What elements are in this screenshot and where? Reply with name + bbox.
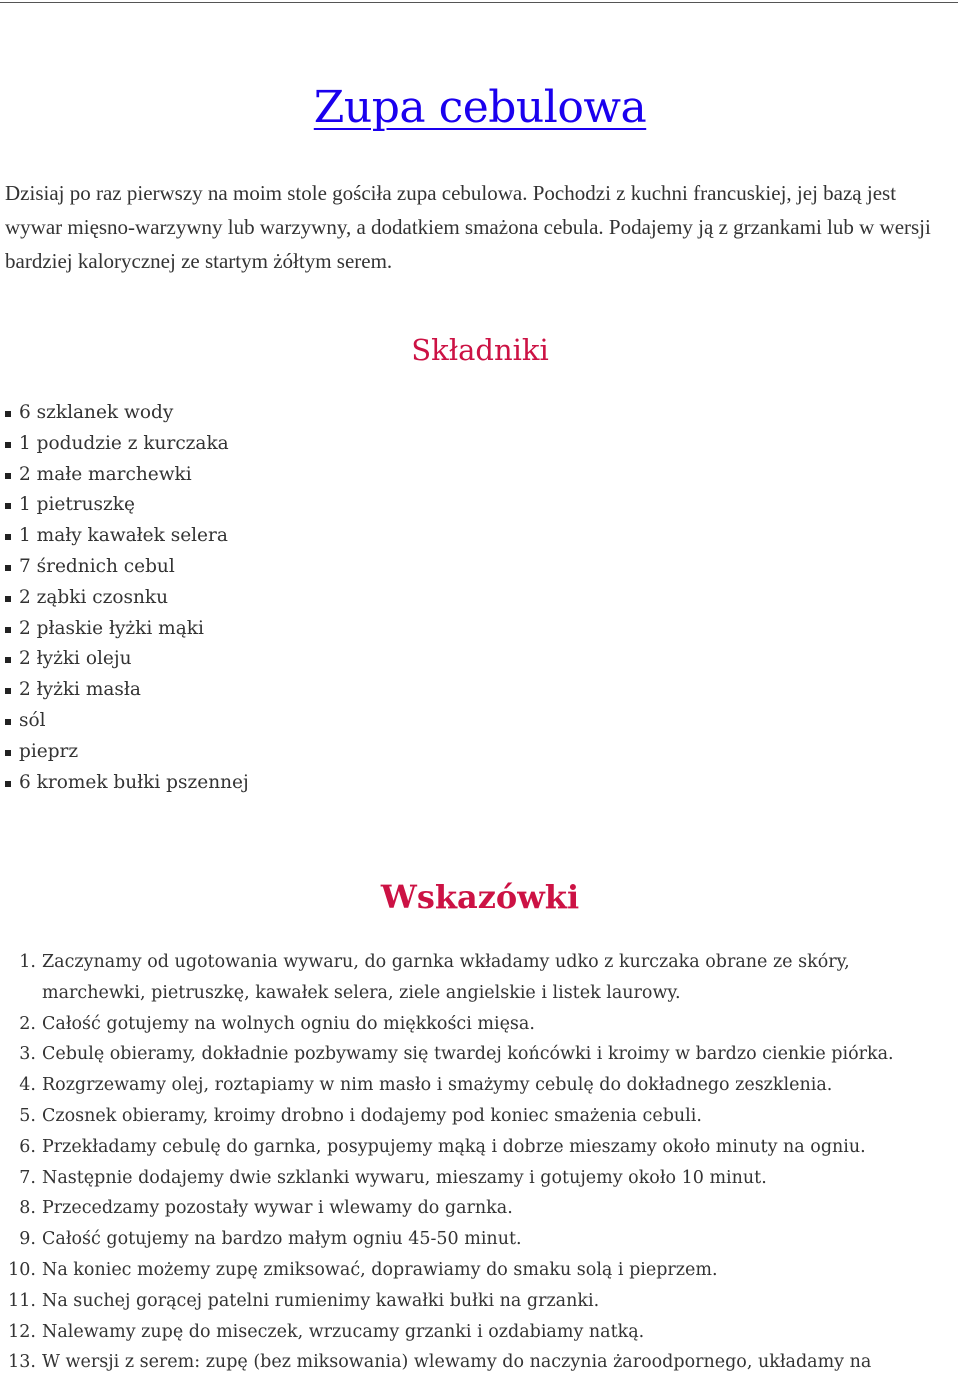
step-text: Rozgrzewamy olej, roztapiamy w nim masło i smażymy cebulę do dokładnego zeszklenia. — [42, 1075, 833, 1096]
ingredient-item — [0, 644, 249, 675]
step-text: Przekładamy cebulę do garnka, posypujemy mąką i dobrze mieszamy około minuty na ogniu. — [42, 1136, 866, 1157]
step-number: 2. — [19, 1013, 36, 1034]
step-text: Zaczynamy od ugotowania wywaru, do garnka wkładamy udko z kurczaka obrane ze skóry, marchewki, pietruszkę, kawałek selera, ziele angielskie i listek laurowy. — [42, 952, 850, 1003]
ingredient-text: 6 kromek bułki pszennej — [19, 771, 249, 793]
ingredient-item — [0, 583, 249, 614]
step-item — [0, 1163, 960, 1194]
ingredient-text: 2 ząbki czosnku — [19, 586, 169, 608]
step-number: 6. — [19, 1136, 36, 1157]
square-bullet-icon — [5, 534, 11, 540]
ingredient-text: 1 mały kawałek selera — [19, 525, 228, 547]
square-bullet-icon — [5, 565, 11, 571]
step-number: 9. — [19, 1229, 36, 1250]
ingredient-text: 2 łyżki oleju — [19, 648, 132, 670]
step-item — [0, 1193, 960, 1224]
square-bullet-icon — [5, 411, 11, 417]
square-bullet-icon — [5, 596, 11, 602]
ingredient-item — [0, 675, 249, 706]
square-bullet-icon — [5, 719, 11, 725]
step-text: Na suchej gorącej patelni rumienimy kawałki bułki na grzanki. — [42, 1290, 600, 1311]
step-number: 13. — [8, 1352, 36, 1373]
ingredient-text: 2 płaskie łyżki mąki — [19, 617, 204, 639]
step-number: 4. — [19, 1075, 36, 1096]
step-number: 3. — [19, 1044, 36, 1065]
square-bullet-icon — [5, 750, 11, 756]
step-item — [0, 1224, 960, 1255]
step-text: Całość gotujemy na bardzo małym ogniu 45-50 minut. — [42, 1229, 522, 1250]
square-bullet-icon — [5, 688, 11, 694]
ingredient-item — [0, 706, 249, 737]
ingredient-item — [0, 768, 249, 799]
tips-heading: Wskazówki — [380, 878, 580, 916]
ingredient-item — [0, 398, 249, 429]
step-text: W wersji z serem: zupę (bez miksowania) wlewamy do naczynia żaroodpornego, układamy na — [42, 1352, 872, 1373]
step-item — [0, 1317, 960, 1348]
ingredient-item — [0, 737, 249, 768]
top-rule — [0, 2, 958, 3]
step-text: Cebulę obieramy, dokładnie pozbywamy się twardej końcówki i kroimy w bardzo cienkie piórka. — [42, 1044, 894, 1065]
ingredient-item — [0, 490, 249, 521]
ingredient-item — [0, 521, 249, 552]
ingredient-text: sól — [19, 709, 46, 731]
step-item — [0, 947, 960, 1009]
step-item — [0, 1101, 960, 1132]
step-item — [0, 1070, 960, 1101]
ingredient-text: 2 małe marchewki — [19, 463, 192, 485]
step-item — [0, 1347, 960, 1378]
intro-paragraph: Dzisiaj po raz pierwszy na moim stole gościła zupa cebulowa. Pochodzi z kuchni francuskiej, jej bazą jest wywar mięsno-warzywny lub warzywny, a dodatkiem smażona cebula. Podajemy ją z grzankami lub w wersji bardziej kalorycznej ze startym żółtym serem. — [5, 181, 931, 273]
step-number: 10. — [8, 1259, 36, 1280]
ingredient-text: 2 łyżki masła — [19, 679, 141, 701]
step-text: Następnie dodajemy dwie szklanki wywaru, mieszamy i gotujemy około 10 minut. — [42, 1167, 767, 1188]
square-bullet-icon — [5, 627, 11, 633]
ingredient-item — [0, 552, 249, 583]
square-bullet-icon — [5, 442, 11, 448]
ingredient-item — [0, 614, 249, 645]
step-text: Na koniec możemy zupę zmiksować, doprawiamy do smaku solą i pieprzem. — [42, 1259, 718, 1280]
step-item — [0, 1009, 960, 1040]
step-number: 7. — [19, 1167, 36, 1188]
step-text: Przecedzamy pozostały wywar i wlewamy do garnka. — [42, 1198, 513, 1219]
step-text: Całość gotujemy na wolnych ogniu do miękkości mięsa. — [42, 1013, 535, 1034]
step-number: 11. — [8, 1290, 36, 1311]
ingredient-text: 1 podudzie z kurczaka — [19, 432, 229, 454]
ingredient-item — [0, 429, 249, 460]
square-bullet-icon — [5, 781, 11, 787]
ingredients-list — [0, 398, 249, 798]
step-item — [0, 1286, 960, 1317]
step-text: Nalewamy zupę do miseczek, wrzucamy grzanki i ozdabiamy natką. — [42, 1321, 645, 1342]
step-number: 8. — [19, 1198, 36, 1219]
step-item — [0, 1132, 960, 1163]
ingredient-text: 1 pietruszkę — [19, 494, 135, 516]
step-number: 1. — [19, 952, 36, 972]
step-number: 5. — [19, 1105, 36, 1126]
ingredient-item — [0, 460, 249, 491]
ingredient-text: 7 średnich cebul — [19, 555, 175, 577]
page-title[interactable]: Zupa cebulowa — [313, 82, 647, 133]
square-bullet-icon — [5, 503, 11, 509]
step-item — [0, 1039, 960, 1070]
step-number: 12. — [8, 1321, 36, 1342]
ingredients-heading: Składniki — [411, 333, 549, 367]
square-bullet-icon — [5, 657, 11, 663]
steps-list — [0, 947, 960, 1378]
step-item — [0, 1255, 960, 1286]
square-bullet-icon — [5, 473, 11, 479]
ingredient-text: 6 szklanek wody — [19, 402, 174, 423]
ingredient-text: pieprz — [19, 740, 79, 762]
step-text: Czosnek obieramy, kroimy drobno i dodajemy pod koniec smażenia cebuli. — [42, 1105, 702, 1126]
